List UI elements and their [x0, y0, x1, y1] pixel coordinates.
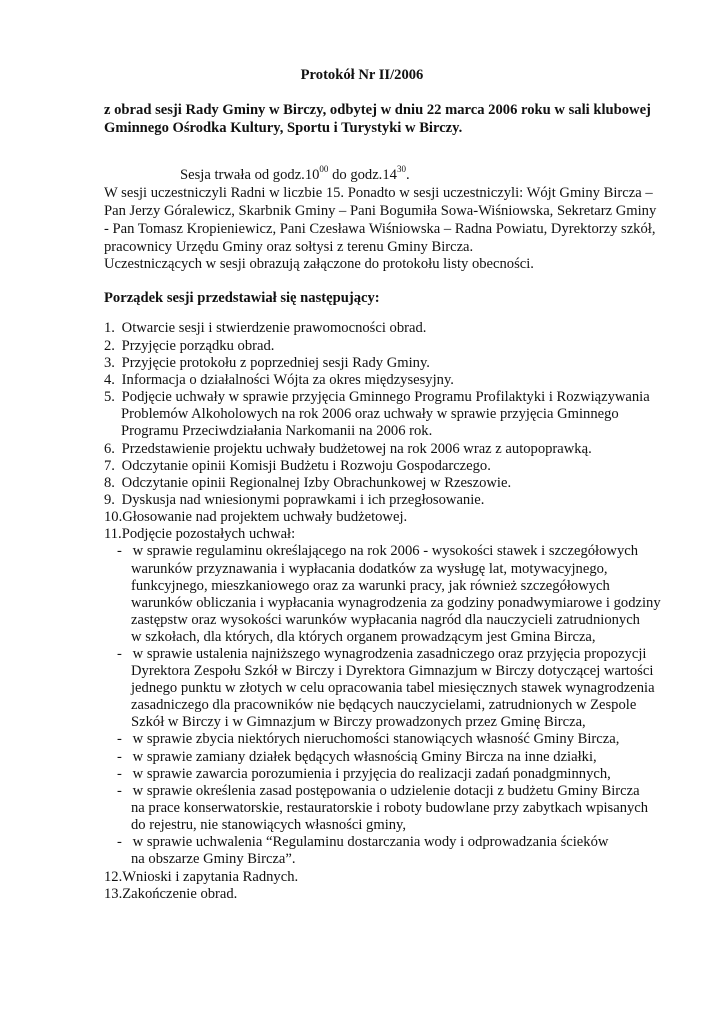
agenda-item-5-continuation: Programu Przeciwdziałania Narkomanii na 2006 rok. — [121, 423, 433, 439]
sub-item-2 — [117, 646, 646, 664]
subtitle-line-1: z obrad sesji Rady Gminy w Birczy, odbytej w dniu 22 marca 2006 roku w sali klubowej — [104, 102, 651, 118]
session-time — [180, 164, 410, 185]
sub-item-2-continuation: Dyrektora Zespołu Szkół w Birczy i Dyrektora Gimnazjum w Birczy dotyczącej wartości — [131, 663, 654, 679]
subtitle-line-2: Gminnego Ośrodka Kultury, Sportu i Turystyki w Birczy. — [104, 120, 463, 136]
agenda-item-number: 7. — [104, 458, 115, 474]
sub-item-dash: - — [117, 646, 122, 662]
sub-item-1-continuation: warunków obliczania i wypłacania wynagrodzenia za godziny ponadwymiarowe i godziny — [131, 595, 661, 611]
agenda-item-5 — [104, 389, 650, 407]
sub-item-2-continuation: Szkół w Birczy i w Gimnazjum w Birczy prowadzonych przez Gminę Bircza, — [131, 714, 586, 730]
sub-item-dash: - — [117, 834, 122, 850]
agenda-item-number: 11. — [104, 526, 122, 542]
agenda-item-number: 5. — [104, 389, 115, 405]
sub-item-text: w sprawie uchwalenia “Regulaminu dostarczania wody i odprowadzania ścieków — [132, 834, 609, 850]
intro-line: W sesji uczestniczyli Radni w liczbie 15. Ponadto w sesji uczestniczyli: Wójt Gminy Bircza – — [104, 185, 653, 201]
agenda-item-text: Głosowanie nad projektem uchwały budżetowej. — [122, 509, 408, 525]
sub-item-dash: - — [117, 783, 122, 799]
intro-line: Uczestniczących w sesji obrazują załączone do protokołu listy obecności. — [104, 256, 534, 272]
agenda-item-number: 3. — [104, 355, 115, 371]
agenda-item-9 — [104, 492, 484, 510]
session-end-minutes: 30 — [396, 164, 406, 175]
agenda-item-4 — [104, 372, 454, 390]
agenda-item-number: 9. — [104, 492, 115, 508]
sub-item-1 — [117, 543, 638, 561]
agenda-item-text: Podjęcie uchwały w sprawie przyjęcia Gminnego Programu Profilaktyki i Rozwiązywania — [121, 389, 650, 405]
intro-line: Pan Jerzy Góralewicz, Skarbnik Gminy – Pani Bogumiła Sowa-Wiśniowska, Sekretarz Gminy — [104, 203, 657, 219]
sub-item-dash: - — [117, 766, 122, 782]
sub-item-dash: - — [117, 543, 122, 559]
session-suffix: . — [405, 167, 410, 183]
agenda-item-5-continuation: Problemów Alkoholowych na rok 2006 oraz uchwały w sprawie przyjęcia Gminnego — [121, 406, 619, 422]
agenda-item-6 — [104, 441, 592, 459]
sub-item-5 — [117, 766, 611, 784]
agenda-item-text: Przedstawienie projektu uchwały budżetowej na rok 2006 wraz z autopoprawką. — [121, 441, 592, 457]
agenda-item-text: Informacja o działalności Wójta za okres międzysesyjny. — [121, 372, 454, 388]
sub-item-1-continuation: zastępstw oraz wysokości warunków wypłacania nagród dla nauczycieli zatrudnionych — [131, 612, 640, 628]
session-start-minutes: 00 — [319, 164, 329, 175]
sub-item-6-continuation: do rejestru, nie stanowiących własności gminy, — [131, 817, 407, 833]
agenda-item-number: 13. — [104, 886, 123, 902]
agenda-item-11 — [104, 526, 295, 544]
agenda-item-text: Otwarcie sesji i stwierdzenie prawomocności obrad. — [121, 320, 427, 336]
sub-item-1-continuation: w szkołach, dla których, dla których organem prowadzącym jest Gmina Bircza, — [131, 629, 596, 645]
sub-item-text: w sprawie regulaminu określającego na rok 2006 - wysokości stawek i szczegółowych — [132, 543, 639, 559]
session-middle: do godz.14 — [328, 167, 397, 183]
sub-item-text: w sprawie zamiany działek będących własnością Gminy Bircza na inne działki, — [132, 749, 597, 765]
agenda-item-7 — [104, 458, 491, 476]
sub-item-1-continuation: funkcyjnego, mieszkaniowego oraz za warunki pracy, jak również szczegółowych — [131, 578, 610, 594]
document-title: Protokół Nr II/2006 — [300, 67, 424, 83]
sub-item-text: w sprawie ustalenia najniższego wynagrodzenia zasadniczego oraz przyjęcia propozycji — [132, 646, 647, 662]
sub-item-6-continuation: na prace konserwatorskie, restauratorskie i roboty budowlane przy zabytkach wpisanych — [131, 800, 649, 816]
agenda-item-number: 6. — [104, 441, 115, 457]
agenda-item-text: Zakończenie obrad. — [122, 886, 238, 902]
agenda-item-12 — [104, 869, 298, 887]
agenda-item-number: 2. — [104, 338, 115, 354]
agenda-item-text: Przyjęcie porządku obrad. — [121, 338, 275, 354]
sub-item-3 — [117, 731, 619, 749]
agenda-item-text: Odczytanie opinii Komisji Budżetu i Rozwoju Gospodarczego. — [121, 458, 491, 474]
agenda-item-text: Przyjęcie protokołu z poprzedniej sesji Rady Gminy. — [121, 355, 430, 371]
sub-item-7 — [117, 834, 608, 852]
session-prefix: Sesja trwała od godz.10 — [180, 167, 320, 183]
agenda-header: Porządek sesji przedstawiał się następujący: — [104, 290, 380, 306]
agenda-item-text: Odczytanie opinii Regionalnej Izby Obrachunkowej w Rzeszowie. — [121, 475, 512, 491]
sub-item-text: w sprawie określenia zasad postępowania o udzielenie dotacji z budżetu Gminy Bircza — [132, 783, 640, 799]
sub-item-dash: - — [117, 731, 122, 747]
agenda-item-10 — [104, 509, 407, 527]
sub-item-text: w sprawie zawarcia porozumienia i przyjęcia do realizacji zadań ponadgminnych, — [132, 766, 611, 782]
sub-item-text: w sprawie zbycia niektórych nieruchomości stanowiących własność Gminy Bircza, — [132, 731, 620, 747]
agenda-item-number: 4. — [104, 372, 115, 388]
agenda-item-text: Podjęcie pozostałych uchwał: — [121, 526, 296, 542]
sub-item-1-continuation: warunków przyznawania i wypłacania dodatków za wysługę lat, motywacyjnego, — [131, 561, 608, 577]
intro-line: pracownicy Urzędu Gminy oraz sołtysi z terenu Gminy Bircza. — [104, 239, 474, 255]
agenda-item-text: Dyskusja nad wniesionymi poprawkami i ich przegłosowanie. — [121, 492, 485, 508]
sub-item-dash: - — [117, 749, 122, 765]
sub-item-2-continuation: zasadniczego dla pracowników nie będących nauczycielami, zatrudnionych w Zespole — [131, 697, 637, 713]
agenda-item-number: 12. — [104, 869, 123, 885]
sub-item-4 — [117, 749, 597, 767]
sub-item-7-continuation: na obszarze Gminy Bircza”. — [131, 851, 296, 867]
agenda-item-text: Wnioski i zapytania Radnych. — [122, 869, 299, 885]
agenda-item-1 — [104, 320, 426, 338]
sub-item-2-continuation: jednego punktu w złotych w celu opracowania tabel miesięcznych stawek wynagrodzenia — [131, 680, 655, 696]
agenda-item-8 — [104, 475, 511, 493]
intro-line: - Pan Tomasz Kropieniewicz, Pani Czesława Wiśniowska – Radna Powiatu, Dyrektorzy szkół, — [104, 221, 656, 237]
agenda-item-2 — [104, 338, 274, 356]
agenda-item-3 — [104, 355, 430, 373]
agenda-item-number: 8. — [104, 475, 115, 491]
agenda-item-number: 1. — [104, 320, 115, 336]
sub-item-6 — [117, 783, 640, 801]
agenda-item-13 — [104, 886, 237, 904]
agenda-item-number: 10. — [104, 509, 123, 525]
